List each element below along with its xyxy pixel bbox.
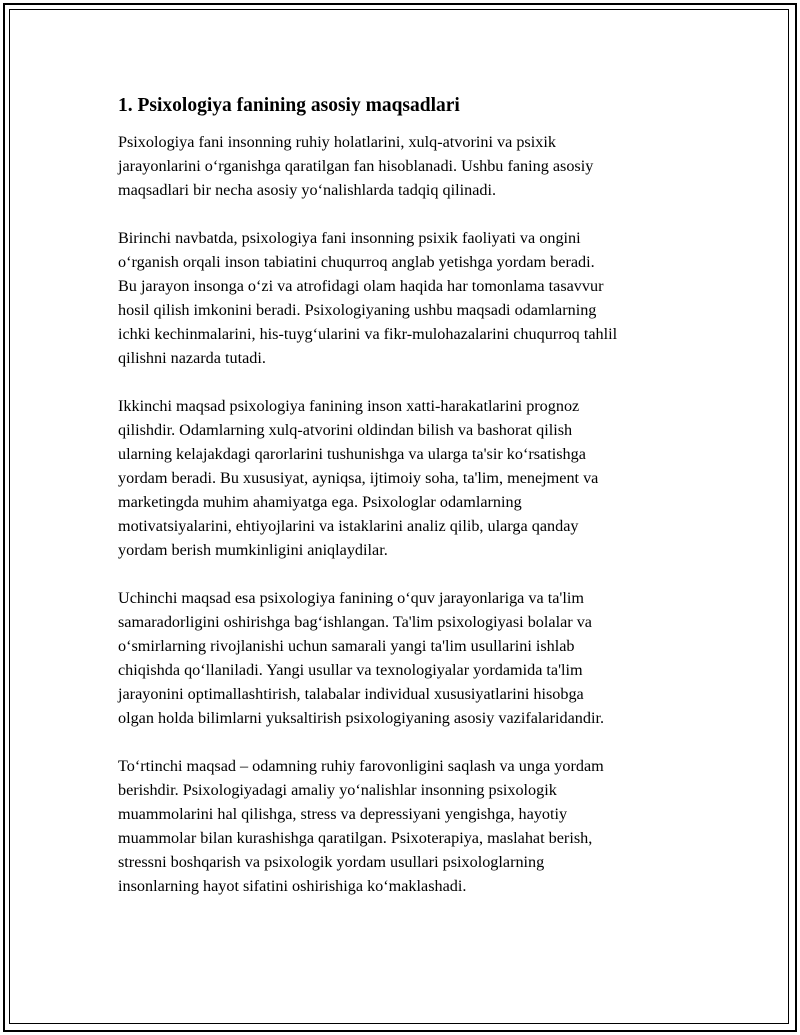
paragraph-line: Psixologiya fani insonning ruhiy holatlarini, xulq-atvorini va psixik: [118, 133, 556, 151]
paragraph-3: [118, 394, 690, 562]
paragraph-container: [118, 130, 690, 898]
paragraph-1: [118, 130, 690, 202]
paragraph-line: insonlarning hayot sifatini oshirishiga ko‘maklashadi.: [118, 877, 467, 895]
paragraph-line: hosil qilish imkonini beradi. Psixologiyaning ushbu maqsadi odamlarning: [118, 301, 597, 319]
paragraph-line: qilishni nazarda tutadi.: [118, 349, 266, 367]
paragraph-line: jarayonlarini o‘rganishga qaratilgan fan hisoblanadi. Ushbu faning asosiy: [118, 157, 594, 175]
paragraph-line: motivatsiyalarini, ehtiyojlarini va istaklarini analiz qilib, ularga qanday: [118, 517, 579, 535]
paragraph-line: berishdir. Psixologiyadagi amaliy yo‘nalishlar insonning psixologik: [118, 781, 557, 799]
paragraph-line: ularning kelajakdagi qarorlarini tushunishga va ularga ta'sir ko‘rsatishga: [118, 445, 586, 463]
paragraph-line: marketingda muhim ahamiyatga ega. Psixologlar odamlarning: [118, 493, 522, 511]
paragraph-line: Ikkinchi maqsad psixologiya fanining inson xatti-harakatlarini prognoz: [118, 397, 580, 415]
paragraph-4: [118, 586, 690, 730]
paragraph-line: olgan holda bilimlarni yuksaltirish psixologiyaning asosiy vazifalaridandir.: [118, 709, 604, 727]
paragraph-2: [118, 226, 690, 370]
paragraph-line: samaradorligini oshirishga bag‘ishlangan. Ta'lim psixologiyasi bolalar va: [118, 613, 592, 631]
paragraph-line: stressni boshqarish va psixologik yordam usullari psixologlarning: [118, 853, 545, 871]
paragraph-line: To‘rtinchi maqsad – odamning ruhiy farovonligini saqlash va unga yordam: [118, 757, 604, 775]
document-body: [118, 94, 690, 922]
paragraph-line: o‘rganish orqali inson tabiatini chuqurroq anglab yetishga yordam beradi.: [118, 253, 595, 271]
paragraph-line: Birinchi navbatda, psixologiya fani insonning psixik faoliyati va ongini: [118, 229, 581, 247]
paragraph-line: o‘smirlarning rivojlanishi uchun samarali yangi ta'lim usullarini ishlab: [118, 637, 575, 655]
paragraph-line: chiqishda qo‘llaniladi. Yangi usullar va texnologiyalar yordamida ta'lim: [118, 661, 583, 679]
section-heading: 1. Psixologiya fanining asosiy maqsadlari: [118, 95, 460, 116]
paragraph-line: muammolar bilan kurashishga qaratilgan. Psixoterapiya, maslahat berish,: [118, 829, 593, 847]
paragraph-line: qilishdir. Odamlarning xulq-atvorini oldindan bilish va bashorat qilish: [118, 421, 573, 439]
paragraph-line: muammolarini hal qilishga, stress va depressiyani yengishga, hayotiy: [118, 805, 568, 823]
paragraph-line: yordam beradi. Bu xususiyat, ayniqsa, ijtimoiy soha, ta'lim, menejment va: [118, 469, 599, 487]
paragraph-line: Uchinchi maqsad esa psixologiya fanining o‘quv jarayonlariga va ta'lim: [118, 589, 584, 607]
paragraph-line: maqsadlari bir necha asosiy yo‘nalishlarda tadqiq qilinadi.: [118, 181, 497, 199]
paragraph-5: [118, 754, 690, 898]
paragraph-line: jarayonini optimallashtirish, talabalar individual xususiyatlarini hisobga: [118, 685, 584, 703]
paragraph-line: Bu jarayon insonga o‘zi va atrofidagi olam haqida har tomonlama tasavvur: [118, 277, 604, 295]
paragraph-line: ichki kechinmalarini, his-tuyg‘ularini va fikr-mulohazalarini chuqurroq tahlil: [118, 325, 618, 343]
paragraph-line: yordam berish mumkinligini aniqlaydilar.: [118, 541, 388, 559]
